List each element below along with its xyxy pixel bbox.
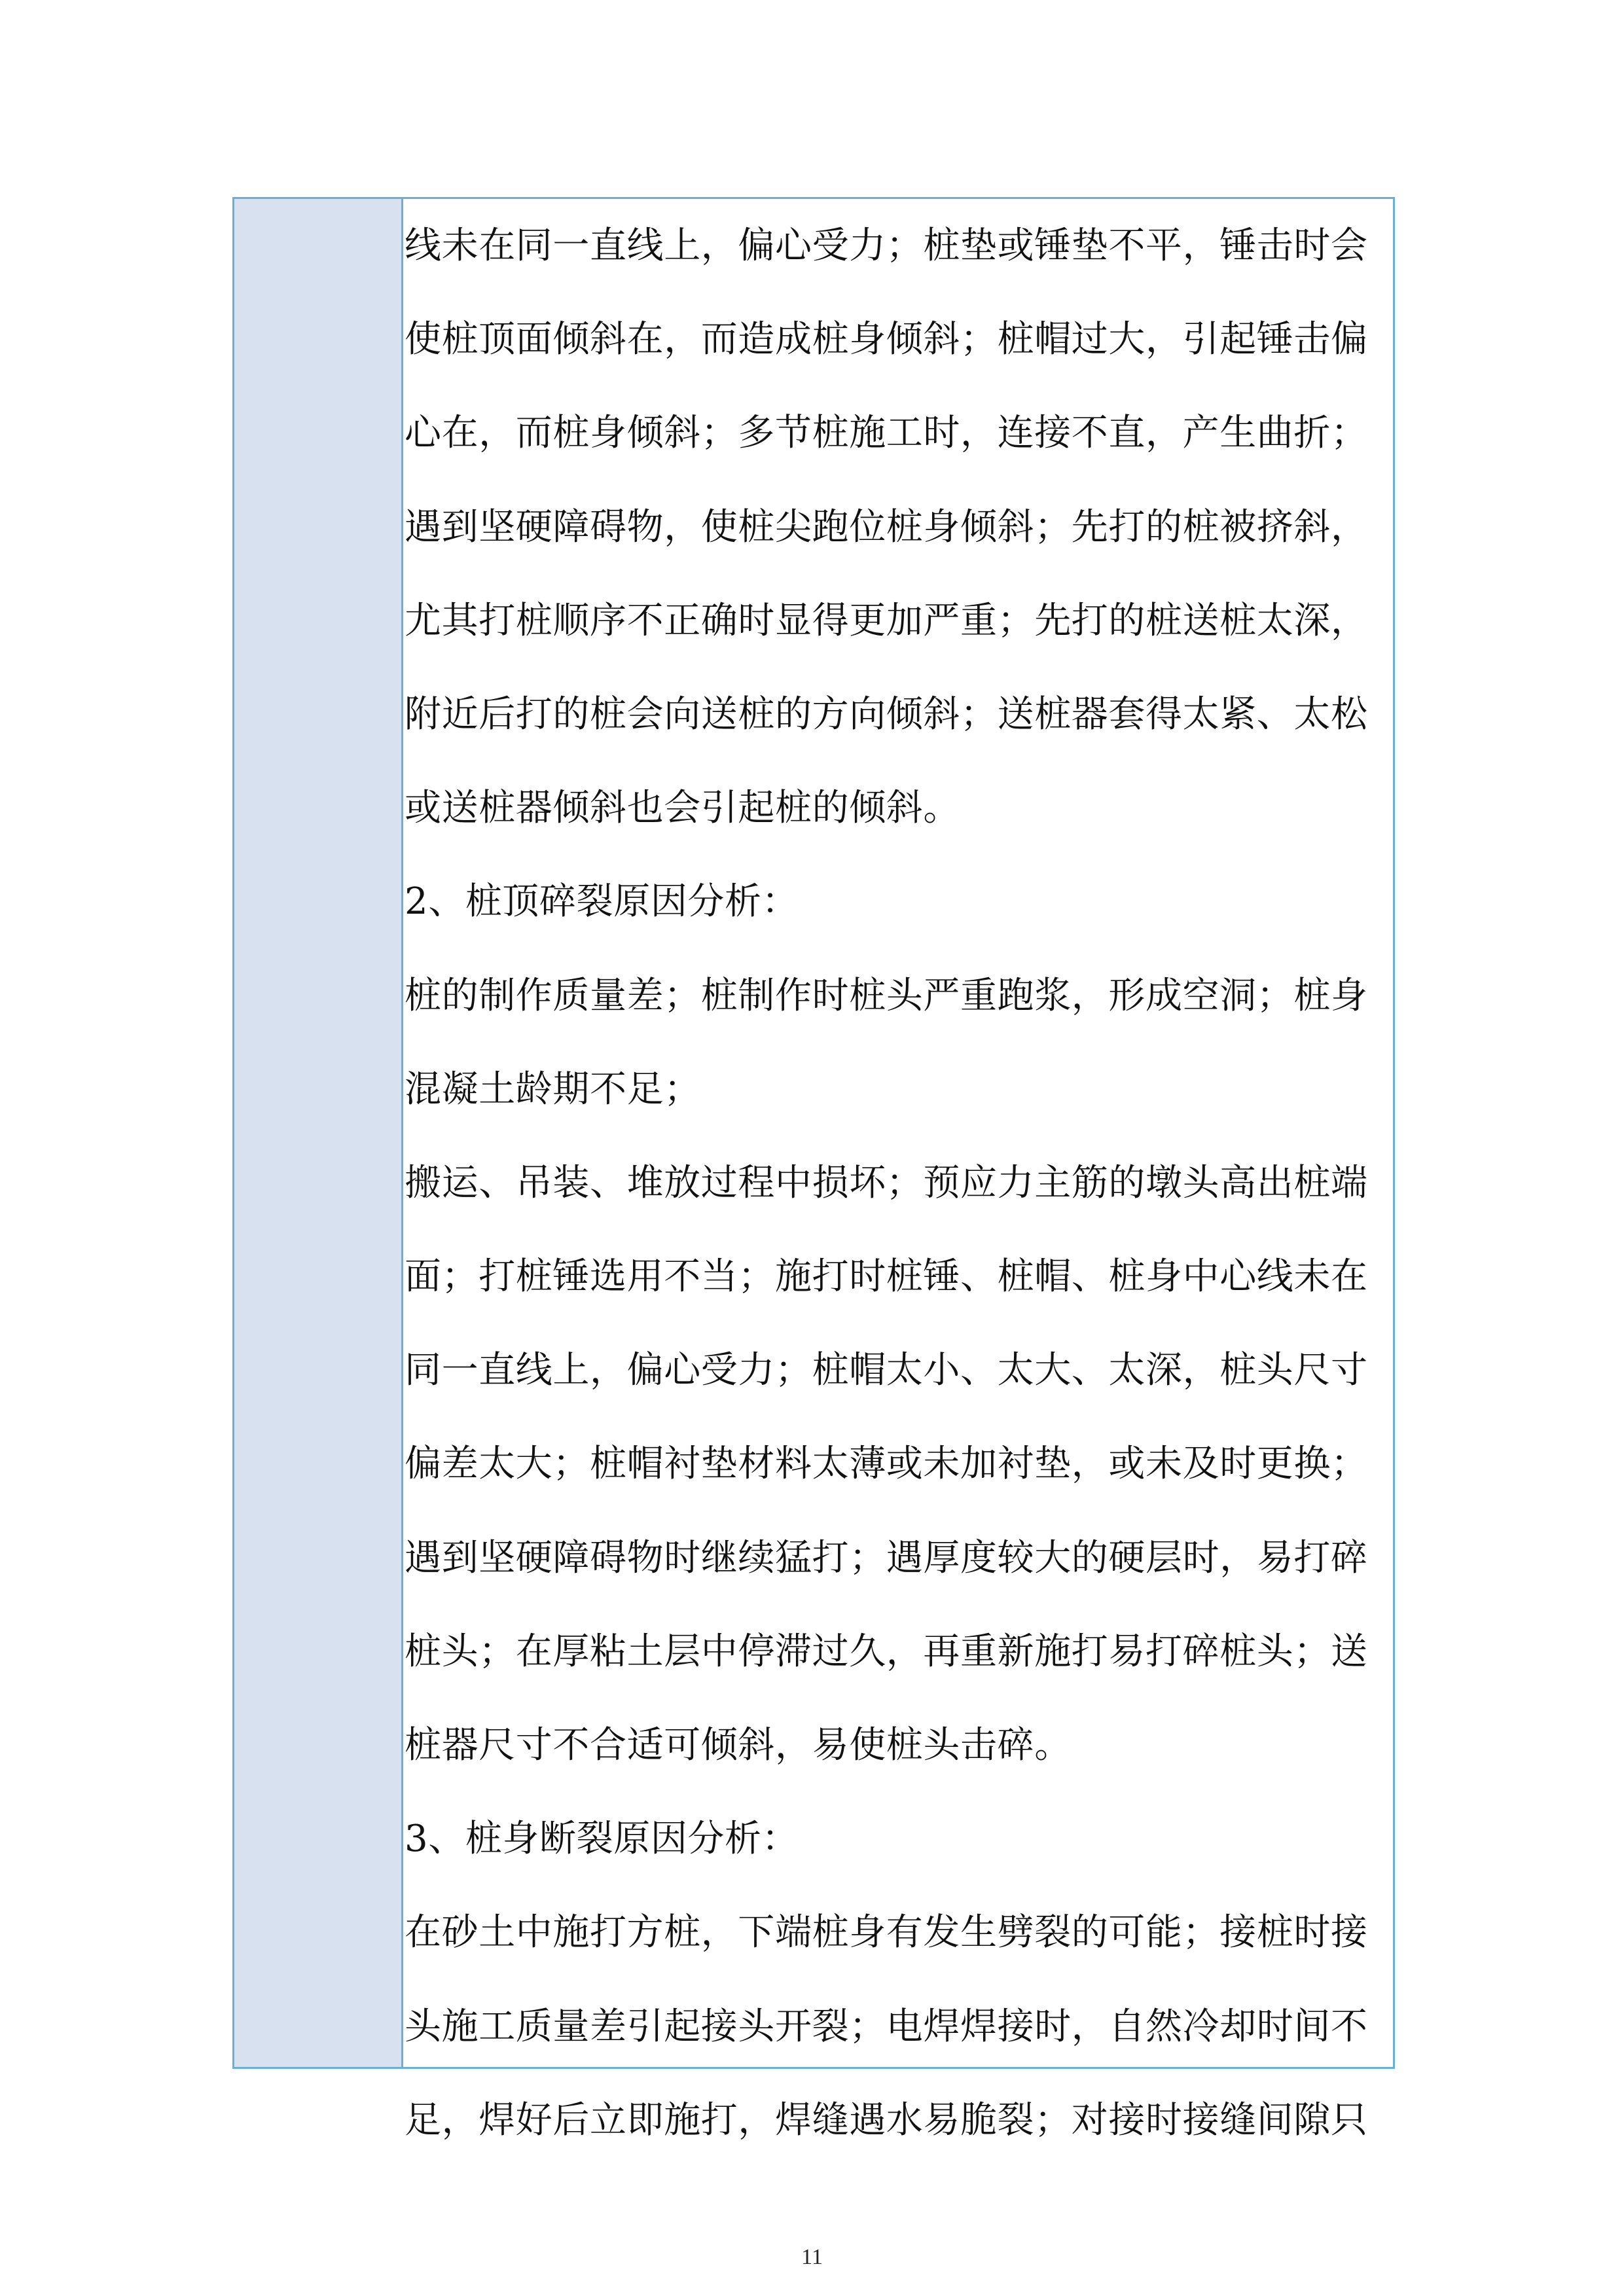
text-line: 同一直线上，偏心受力；桩帽太小、太大、太深，桩头尺寸 — [405, 1349, 1368, 1392]
text-line: 使桩顶面倾斜在，而造成桩身倾斜；桩帽过大，引起锤击偏 — [405, 318, 1368, 361]
text-line: 桩的制作质量差；桩制作时桩头严重跑浆，形成空洞；桩身 — [405, 974, 1368, 1017]
text-line: 偏差太大；桩帽衬垫材料太薄或未加衬垫，或未及时更换； — [405, 1443, 1368, 1486]
table-text-cell — [403, 199, 1393, 2142]
text-line: 在砂土中施打方桩，下端桩身有发生劈裂的可能；接桩时接 — [405, 1911, 1368, 1954]
text-line: 附近后打的桩会向送桩的方向倾斜；送桩器套得太紧、太松 — [405, 692, 1368, 736]
text-line: 搬运、吊装、堆放过程中损坏；预应力主筋的墩头高出桩端 — [405, 1161, 1368, 1204]
text-line: 或送桩器倾斜也会引起桩的倾斜。 — [405, 787, 960, 830]
text-line: 头施工质量差引起接头开裂；电焊焊接时，自然冷却时间不 — [405, 2005, 1368, 2048]
text-line: 桩头；在厚粘土层中停滞过久，再重新施打易打碎桩头；送 — [405, 1630, 1368, 1673]
section-heading: 3、桩身断裂原因分析： — [405, 1818, 799, 1861]
text-line: 心在，而桩身倾斜；多节桩施工时，连接不直，产生曲折； — [405, 412, 1368, 455]
text-line: 遇到坚硬障碍物，使桩尖跑位桩身倾斜；先打的桩被挤斜， — [405, 505, 1368, 548]
text-line: 遇到坚硬障碍物时继续猛打；遇厚度较大的硬层时，易打碎 — [405, 1536, 1368, 1579]
text-line: 足，焊好后立即施打，焊缝遇水易脆裂；对接时接缝间隙只 — [405, 2098, 1368, 2142]
text-line: 混凝土龄期不足； — [405, 1067, 701, 1111]
text-line: 面；打桩锤选用不当；施打时桩锤、桩帽、桩身中心线未在 — [405, 1255, 1368, 1299]
text-line: 桩器尺寸不合适可倾斜，易使桩头击碎。 — [405, 1724, 1072, 1767]
text-line: 线未在同一直线上，偏心受力；桩垫或锤垫不平，锤击时会 — [405, 224, 1368, 267]
page-number: 11 — [801, 2245, 823, 2269]
table-left-cell — [234, 199, 403, 2067]
text-line: 尤其打桩顺序不正确时显得更加严重；先打的桩送桩太深， — [405, 599, 1368, 642]
section-heading: 2、桩顶碎裂原因分析： — [405, 880, 799, 924]
content-table — [232, 197, 1395, 2142]
